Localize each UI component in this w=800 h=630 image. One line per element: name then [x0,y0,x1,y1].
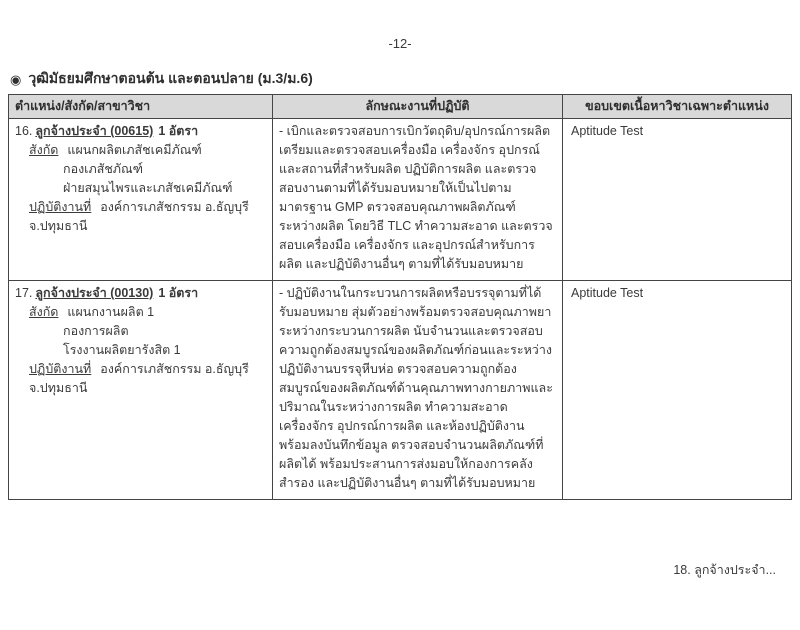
worksite-line [15,360,268,398]
position-number: 16. [15,124,33,138]
worksite-line [15,198,268,236]
position-count: 1 อัตรา [158,124,199,138]
column-header-scope: ขอบเขตเนื้อหาวิชาเฉพาะตำแหน่ง [563,95,792,119]
affiliation-line: กองการผลิต [63,324,129,338]
position-cell [9,281,273,500]
affiliation-line [15,141,268,160]
affiliation-value: แผนกผลิตเภสัชเคมีภัณฑ์ [67,143,202,157]
column-header-position: ตำแหน่ง/สังกัด/สาขาวิชา [9,95,273,119]
page-number: -12- [388,36,412,51]
table-header-row [9,95,792,119]
column-header-duties: ลักษณะงานที่ปฏิบัติ [273,95,563,119]
position-title: ลูกจ้างประจำ (00130) [35,286,154,300]
worksite-label: ปฏิบัติงานที่ [29,200,92,214]
positions-table [8,94,792,500]
worksite-value: องค์การเภสัชกรรม อ.ธัญบุรี จ.ปทุมธานี [29,200,249,233]
section-title: วุฒิมัธยมศึกษาตอนต้น และตอนปลาย (ม.3/ม.6) [28,70,313,86]
affiliation-line: โรงงานผลิตยารังสิต 1 [63,343,181,357]
affiliation-value: แผนกงานผลิต 1 [67,305,155,319]
table-row [9,119,792,281]
affiliation-label: สังกัด [29,143,59,157]
section-bullet-icon: ◉ [10,71,22,87]
scope-cell: Aptitude Test [563,281,792,500]
affiliation-line: กองเภสัชภัณฑ์ [63,162,144,176]
duties-cell: - เบิกและตรวจสอบการเบิกวัตถุดิบ/อุปกรณ์การผลิต เตรียมและตรวจสอบเครื่องมือ เครื่องจักร อุปกรณ์ และสถานที่สำหรับผลิต ปฏิบัติการผลิต และตรวจสอบงานตามที่ได้รับมอบหมายให้เป็นไปตามมาตรฐาน GMP ตรวจสอบคุณภาพผลิตภัณฑ์ระหว่างผลิต โดยวิธี TLC ทำความสะอาด และตรวจสอบเครื่องมือ เครื่องจักร และอุปกรณ์สำหรับการผลิต และปฏิบัติงานอื่นๆ ตามที่ได้รับมอบหมาย [273,119,563,281]
continuation-note: 18. ลูกจ้างประจำ... [673,563,776,577]
position-number: 17. [15,286,33,300]
section-header [10,68,313,90]
position-title-line [15,122,268,141]
table-row [9,281,792,500]
worksite-value: องค์การเภสัชกรรม อ.ธัญบุรี จ.ปทุมธานี [29,362,249,395]
duties-cell: - ปฏิบัติงานในกระบวนการผลิตหรือบรรจุตามที่ได้รับมอบหมาย สุ่มตัวอย่างพร้อมตรวจสอบคุณภาพยาระหว่างกระบวนการผลิต นับจำนวนและตรวจสอบความถูกต้องสมบูรณ์ของผลิตภัณฑ์ก่อนและระหว่างปฏิบัติงานบรรจุหีบห่อ ตรวจสอบความถูกต้องสมบูรณ์ของผลิตภัณฑ์ด้านคุณภาพทางกายภาพและปริมาณในระหว่างการผลิต ทำความสะอาดเครื่องจักร อุปกรณ์การผลิต และห้องปฏิบัติงาน พร้อมลงบันทึกข้อมูล ตรวจสอบจำนวนผลิตภัณฑ์ที่ผลิตได้ พร้อมประสานการส่งมอบให้กองการคลังสำรอง และปฏิบัติงานอื่นๆ ตามที่ได้รับมอบหมาย [273,281,563,500]
worksite-label: ปฏิบัติงานที่ [29,362,92,376]
position-title-line [15,284,268,303]
affiliation-label: สังกัด [29,305,59,319]
scope-cell: Aptitude Test [563,119,792,281]
affiliation-line [15,303,268,322]
position-title: ลูกจ้างประจำ (00615) [35,124,154,138]
position-count: 1 อัตรา [158,286,199,300]
affiliation-line: ฝ่ายสมุนไพรและเภสัชเคมีภัณฑ์ [63,181,233,195]
position-cell [9,119,273,281]
